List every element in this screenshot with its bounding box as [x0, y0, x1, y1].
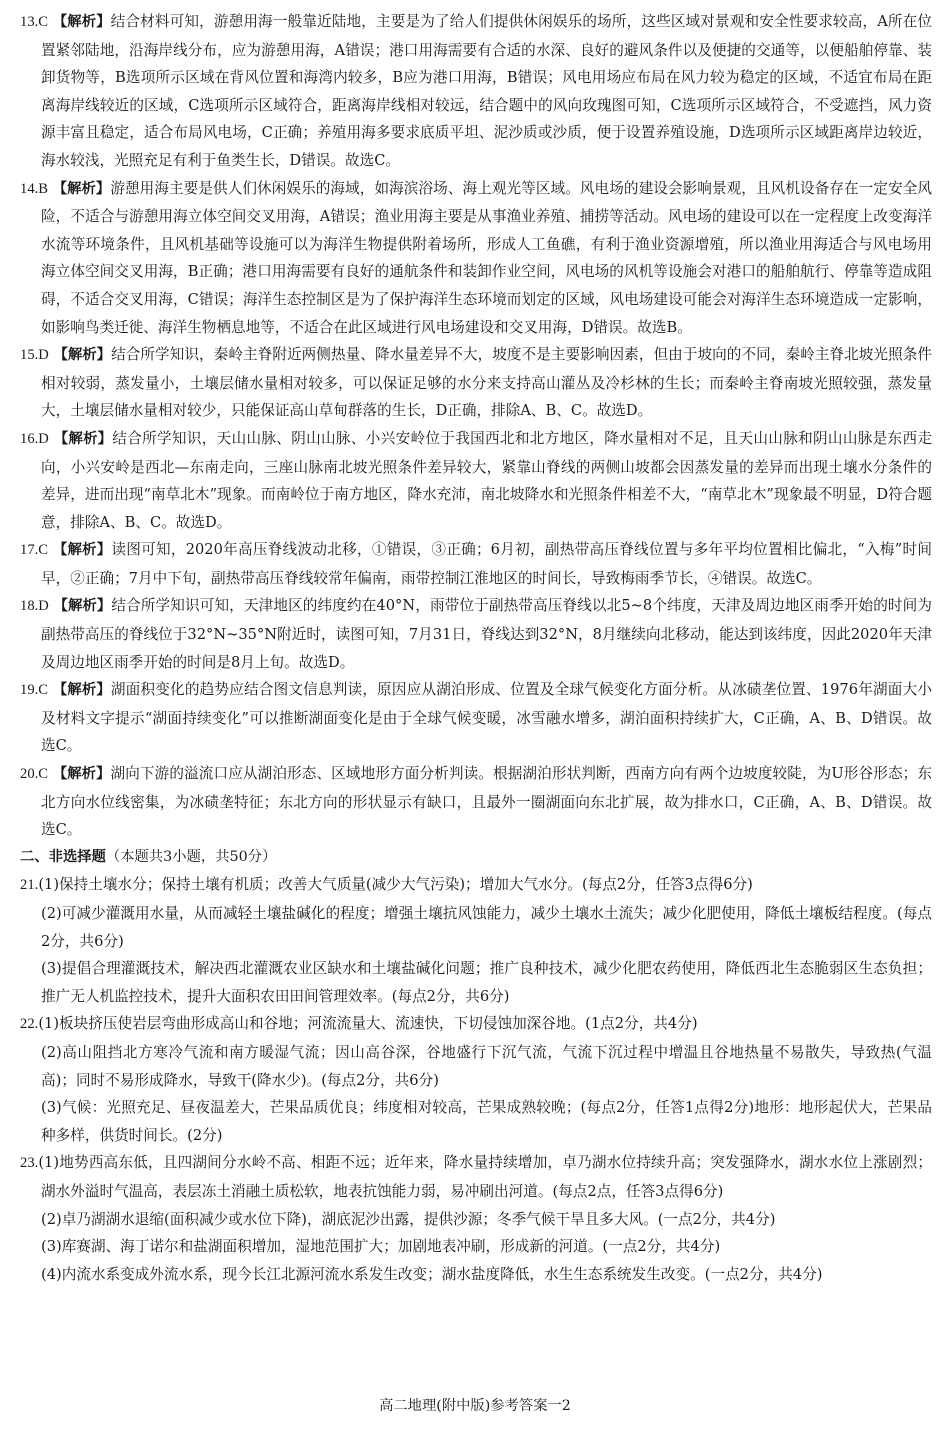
answer-text: (1)地势西高东低，且四湖间分水岭不高、相距不远；近年来，降水量持续增加，卓乃湖水位持续升高；突发强降水，湖水水位上涨剧烈；湖水外溢时气温高，表层冻土消融土质松软，地表抗蚀能力弱，易冲刷出河道。(每点2点，任答3点得6分) — [38, 1154, 932, 1200]
analysis-label: 【解析】 — [53, 347, 112, 364]
question-18 — [20, 592, 932, 676]
analysis-label: 【解析】 — [53, 430, 113, 447]
answer-21-part-2: (2)可减少灌溉用水量，从而减轻土壤盐碱化的程度；增强土壤抗风蚀能力，减少土壤水土流失；减少化肥使用，降低土壤板结程度。(每点2分，共6分) — [41, 905, 932, 950]
answer-21-part-3: (3)提倡合理灌溉技术，解决西北灌溉农业区缺水和土壤盐碱化问题；推广良种技术，减少化肥农药使用，降低西北生态脆弱区生态负担；推广无人机监控技术，提升大面积农田田间管理效率。(每点2分，共6分) — [41, 960, 932, 1005]
section-note: （本题共3小题，共50分） — [105, 848, 277, 865]
answer-23-part-4: (4)内流水系变成外流水系，现今长江北源河流水系发生改变；湖水盐度降低，水生生态系统发生改变。(一点2分，共4分) — [41, 1265, 823, 1283]
analysis-text: 结合所学知识，天山山脉、阴山山脉、小兴安岭位于我国西北和北方地区，降水量相对不足，且天山山脉和阴山山脉是东西走向，小兴安岭是西北—东南走向，三座山脉南北坡光照条件差异较大，紧靠山脊线的两侧山坡都会因蒸发量的差异而出现土壤水分条件的差异，进而出现“南草北木”现象。而南岭位于南方地区，降水充沛，南北坡降水和光照条件相差不大，“南草北木”现象最不明显，D符合题意，排除A、B、C。故选D。 — [41, 429, 932, 531]
question-number: 17.C — [20, 542, 49, 559]
analysis-text: 结合所学知识，秦岭主脊附近两侧热量、降水量差异不大，坡度不是主要影响因素，但由于坡向的不同，秦岭主脊北坡光照条件相对较弱，蒸发量小，土壤层储水量相对较多，可以保证足够的水分来支持高山灌丛及冷杉林的生长；而秦岭主脊南坡光照较强，蒸发量大，土壤层储水量相对较少，只能保证高山草甸群落的生长，D正确，排除A、B、C。故选D。 — [41, 346, 933, 420]
answer-text: (1)板块挤压使岩层弯曲形成高山和谷地；河流流量大、流速快，下切侵蚀加深谷地。(1点2分，共4分) — [38, 1015, 698, 1033]
analysis-label: 【解析】 — [52, 542, 112, 559]
section-heading — [20, 844, 932, 872]
question-number: 20.C — [20, 766, 49, 783]
question-20 — [20, 760, 932, 844]
analysis-text: 结合所学知识可知，天津地区的纬度约在40°N，雨带位于副热带高压脊线以北5~8个纬度，天津及周边地区雨季开始的时间为副热带高压的脊线位于32°N~35°N附近时，读图可知，7月31日，脊线达到32°N，8月继续向北移动，能达到该纬度，因此2020年天津及周边地区雨季开始的时间是8月上旬。故选D。 — [41, 597, 932, 671]
analysis-text: 湖向下游的溢流口应从湖泊形态、区域地形方面分析判读。根据湖泊形状判断，西南方向有两个边坡度较陡，为U形谷形态；东北方向水位线密集，为冰碛垄特征；东北方向的形状显示有缺口，且最外一圈湖面向东北扩展，故为排水口，C正确，A、B、D错误。故选C。 — [41, 765, 932, 839]
section-title: 二、非选择题 — [20, 848, 106, 865]
answer-22-part-3: (3)气候：光照充足、昼夜温差大，芒果品质优良；纬度相对较高，芒果成熟较晚；(每点2分，任答1点得2分)地形：地形起伏大，芒果品种多样，供货时间长。(2分) — [41, 1099, 932, 1144]
question-number: 16.D — [20, 430, 49, 447]
question-number: 13.C — [20, 14, 49, 30]
answer-number: 22. — [20, 1016, 39, 1033]
answer-22-part-1 — [20, 1010, 932, 1039]
question-19 — [20, 676, 932, 760]
analysis-text: 结合材料可知，游憩用海一般靠近陆地，主要是为了给人们提供休闲娱乐的场所，这些区域对景观和安全性要求较高，A所在位置紧邻陆地，沿海岸线分布，应为游憩用海，A错误；港口用海需要有合适的水深、良好的避风条件以及便捷的交通等，以便船舶停靠、装卸货物等，B选项所示区域在背风位置和海湾内较多，B应为港口用海，B错误；风电用场应布局在风力较为稳定的区域，不适宜布局在距离海岸线较近的区域，C选项所示区域符合，距离海岸线相对较远，结合题中的风向玫瑰图可知，C选项所示区域符合，不受遮挡，风力资源丰富且稳定，适合布局风电场，C正确；养殖用海多要求底质平坦、泥沙质或沙质，便于设置养殖设施，D选项所示区域距离岸边较近，海水较浅，光照充足有利于鱼类生长，D错误。故选C。 — [41, 13, 932, 169]
question-number: 14.B — [20, 180, 49, 197]
analysis-label: 【解析】 — [52, 766, 111, 783]
answer-number: 21. — [20, 877, 39, 894]
question-17 — [20, 536, 932, 592]
analysis-text: 湖面积变化的趋势应结合图文信息判读，原因应从湖泊形成、位置及全球气候变化方面分析。从冰碛垄位置、1976年湖面大小及材料文字提示“湖面持续变化”可以推断湖面变化是由于全球气候变暖，冰雪融水增多，湖泊面积持续扩大，C正确，A、B、D错误。故选C。 — [41, 681, 932, 755]
question-number: 19.C — [20, 682, 49, 699]
analysis-label: 【解析】 — [52, 682, 111, 699]
question-16 — [20, 425, 932, 536]
question-13 — [20, 8, 932, 175]
question-number: 15.D — [20, 347, 49, 364]
question-number: 18.D — [20, 598, 49, 615]
answer-text: (1)保持土壤水分；保持土壤有机质；改善大气质量(减少大气污染)；增加大气水分。(每点2分，任答3点得6分) — [38, 876, 753, 894]
answer-21-part-1 — [20, 871, 932, 900]
page-footer: 高二地理(附中版)参考答案一2 — [379, 1398, 571, 1414]
analysis-label: 【解析】 — [53, 598, 112, 615]
answer-23-part-3: (3)库赛湖、海丁诺尔和盐湖面积增加，湿地范围扩大；加剧地表冲刷，形成新的河道。(一点2分，共4分) — [41, 1238, 721, 1256]
answer-23-part-1 — [20, 1149, 932, 1205]
analysis-label: 【解析】 — [52, 14, 111, 30]
question-15 — [20, 341, 932, 425]
answer-23-part-2: (2)卓乃湖湖水退缩(面积减少或水位下降)，湖底泥沙出露，提供沙源；冬季气候干旱且多大风。(一点2分，共4分) — [41, 1210, 776, 1228]
answer-page — [20, 8, 932, 1288]
analysis-label: 【解析】 — [52, 180, 111, 197]
analysis-text: 游憩用海主要是供人们休闲娱乐的海域，如海滨浴场、海上观光等区域。风电场的建设会影响景观，且风机设备存在一定安全风险，不适合与游憩用海立体空间交叉用海，A错误；渔业用海主要是从事渔业养殖、捕捞等活动。风电场的建设可以在一定程度上改变海洋水流等环境条件，且风机基础等设施可以为海洋生物提供附着场所，形成人工鱼礁，有利于渔业资源增殖，所以渔业用海适合与风电场用海立体空间交叉用海，B正确；港口用海需要有良好的通航条件和装卸作业空间，风电场的风机等设施会对港口的船舶航行、停靠等造成阻碍，不适合交叉用海，C错误；海洋生态控制区是为了保护海洋生态环境而划定的区域，风电场建设可能会对海洋生态环境造成一定影响，如影响鸟类迁徙、海洋生物栖息地等，不适合在此区域进行风电场建设和交叉用海，D错误。故选B。 — [41, 179, 932, 336]
answer-22-part-2: (2)高山阻挡北方寒冷气流和南方暖湿气流；因山高谷深，谷地盛行下沉气流，气流下沉过程中增温且谷地热量不易散失，导致热(气温高)；同时不易形成降水，导致干(降水少)。(每点2分，共6分) — [41, 1043, 932, 1089]
analysis-text: 读图可知，2020年高压脊线波动北移，①错误，③正确；6月初，副热带高压脊线位置与多年平均位置相比偏北，“入梅”时间早，②正确；7月中下旬，副热带高压脊线较常年偏南，雨带控制江淮地区的时间长，导致梅雨季节长，④错误。故选C。 — [41, 541, 932, 587]
question-14 — [20, 175, 932, 342]
answer-number: 23. — [20, 1155, 39, 1172]
